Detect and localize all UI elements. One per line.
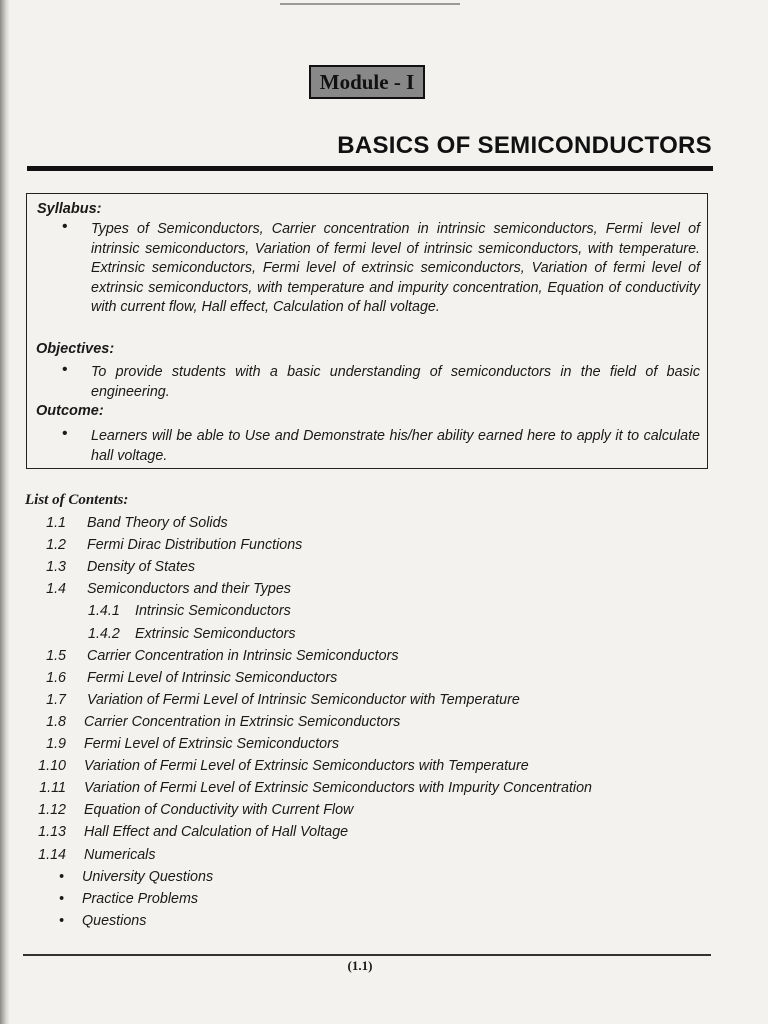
- contents-item-number: 1.5: [46, 647, 66, 664]
- contents-item-number: •: [58, 912, 64, 929]
- bullet: •: [62, 361, 68, 378]
- module-badge: [309, 65, 425, 99]
- contents-item-number: 1.7: [46, 691, 66, 708]
- bullet: •: [62, 425, 68, 442]
- top-edge-line: [280, 3, 460, 5]
- contents-item-number: •: [58, 890, 64, 907]
- contents-item-number: 1.10: [38, 758, 66, 775]
- contents-item-title: Fermi Dirac Distribution Functions: [87, 537, 303, 554]
- contents-heading: List of Contents:: [25, 492, 129, 508]
- syllabus-heading: Syllabus:: [37, 201, 102, 217]
- contents-item-number: 1.14: [38, 846, 66, 863]
- bullet: •: [62, 218, 68, 235]
- contents-item-title: Intrinsic Semiconductors: [135, 603, 291, 620]
- title-rule: [27, 166, 713, 171]
- contents-item-title: Practice Problems: [82, 890, 199, 907]
- contents-item-title: Carrier Concentration in Intrinsic Semiconductors: [87, 647, 399, 664]
- contents-item-title: Variation of Fermi Level of Extrinsic Semiconductors with Impurity Concentration: [84, 780, 593, 797]
- contents-item-title: Numericals: [84, 846, 156, 863]
- contents-item-title: Extrinsic Semiconductors: [135, 625, 296, 642]
- outcome-text: Learners will be able to Use and Demonstrate his/her ability earned here to apply it to calculate hall voltage.: [91, 428, 700, 464]
- contents-item-number: •: [58, 868, 64, 885]
- contents-item-number: 1.2: [46, 537, 66, 554]
- footer-rule: [23, 954, 711, 956]
- contents-item-number: 1.4: [46, 581, 66, 598]
- contents-item-number: 1.8: [46, 713, 66, 730]
- contents-item-number: 1.12: [38, 802, 66, 819]
- contents-item-number: 1.13: [38, 824, 66, 841]
- page-edge-shadow: [0, 0, 10, 1024]
- contents-item-number: 1.11: [39, 780, 66, 797]
- contents-item-title: Hall Effect and Calculation of Hall Voltage: [84, 824, 349, 841]
- outcome-heading: Outcome:: [36, 403, 104, 419]
- contents-item-title: Band Theory of Solids: [87, 515, 228, 531]
- contents-item-number: 1.4.2: [88, 625, 120, 642]
- contents-item-number: 1.6: [46, 669, 66, 686]
- contents-item-number: 1.9: [46, 736, 66, 752]
- contents-item-title: Equation of Conductivity with Current Flow: [84, 802, 354, 819]
- module-label: Module - I: [319, 69, 415, 94]
- contents-item-title: Questions: [82, 912, 147, 929]
- contents-item-title: Density of States: [87, 559, 196, 576]
- contents-item-title: Fermi Level of Intrinsic Semiconductors: [87, 669, 338, 686]
- page-number: (1.1): [347, 958, 373, 973]
- chapter-title: BASICS OF SEMICONDUCTORS: [337, 132, 712, 159]
- contents-item-title: University Questions: [82, 868, 214, 885]
- contents-item-number: 1.4.1: [88, 603, 120, 620]
- contents-item-number: 1.3: [46, 559, 66, 576]
- contents-item-title: Variation of Fermi Level of Intrinsic Semiconductor with Temperature: [87, 691, 520, 708]
- syllabus-text: Types of Semiconductors, Carrier concentration in intrinsic semiconductors, Fermi level of intrinsic semiconductors, Variation of fermi level of intrinsic semiconductors, with temperature. Extrinsic semiconductors, Fermi level of extrinsic semiconductors, Variation of fermi level of extrinsic semiconductors, with temperature and impurity concentration, Equation of conductivity with current flow, Hall effect, Calculation of hall voltage.: [91, 221, 700, 315]
- objectives-heading: Objectives:: [36, 341, 115, 357]
- contents-item-number: 1.1: [46, 515, 66, 531]
- contents-item-title: Carrier Concentration in Extrinsic Semiconductors: [84, 713, 401, 730]
- contents-item-title: Variation of Fermi Level of Extrinsic Semiconductors with Temperature: [84, 758, 529, 775]
- objectives-text: To provide students with a basic understanding of semiconductors in the field of basic engineering.: [91, 364, 700, 400]
- contents-item-title: Fermi Level of Extrinsic Semiconductors: [84, 736, 340, 752]
- contents-item-title: Semiconductors and their Types: [87, 581, 291, 598]
